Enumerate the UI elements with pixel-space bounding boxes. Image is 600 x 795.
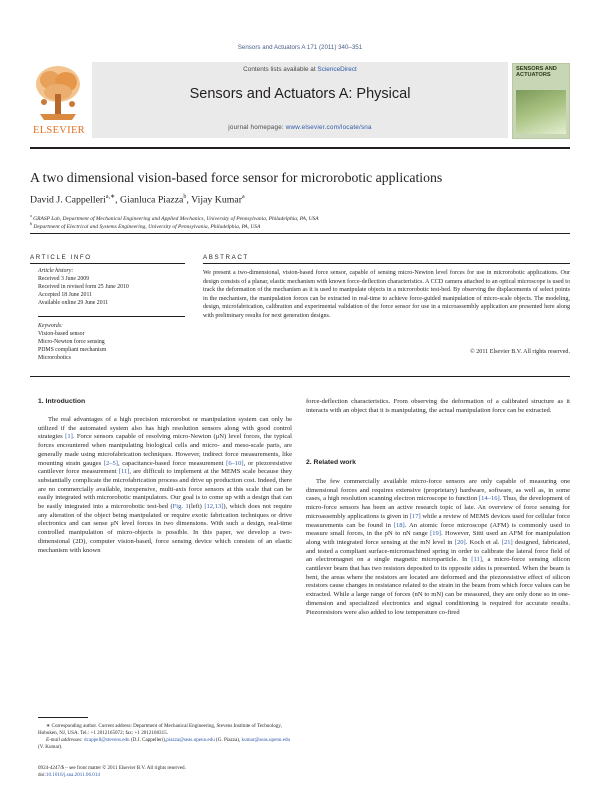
affiliation-text: GRASP Lab, Department of Mechanical Engineering and Applied Mechanics, University of Pennsylvania, Philadelphia, PA, USA [33,215,319,222]
header-rule [30,147,570,149]
email-label: E-mail addresses: [46,736,85,743]
abstract-copyright: © 2011 Elsevier B.V. All rights reserved. [470,349,570,355]
article-info-rule [30,263,185,264]
text-run: . An atomic force microscope (AFM) is commonly used to measure small forces, in the pN to nN range [306,521,571,538]
citation-link[interactable]: [11] [118,468,130,476]
keywords-block [38,322,188,362]
title-block-rule [30,233,570,234]
text-run: The few commercially available micro-force sensors are only capable of measuring one dimensional forces and requires extensive (proprietary) hardware, software, as well as, in some cases, a high resolution scanning electron microscope to function [306,478,570,503]
history-label: Article history: [38,268,74,274]
author-list: David J. Cappelleri$^{a,∗}$, Gianluca Piazza$^b$, Vijay Kumar$^a$ [30,194,245,206]
email-link[interactable]: dcappell@stevens.edu [84,736,130,743]
keyword: Microrobotics [38,355,71,362]
history-item: Accepted 18 June 2011 [38,292,93,299]
citation-link[interactable]: [20] [454,538,466,546]
issn-line: 0924-4247/$ – see front matter © 2011 Elsevier B.V. All rights reserved. [38,765,186,771]
section-heading-related-work: 2. Related work [306,459,356,466]
figure-link[interactable]: Fig. 1 [172,503,189,511]
citation-link[interactable]: [19] [430,530,441,538]
author-marks[interactable]: a [241,194,245,200]
email-owner: (V. Kumar). [38,743,63,750]
journal-name: Sensors and Actuators A: Physical [189,86,411,102]
email-owner: (G. Piazza), [214,736,242,743]
email-link[interactable]: piazza@seas.upenn.edu [166,736,215,743]
citation-link[interactable]: [6–10] [226,459,244,467]
text-run: . Force sensors capable of resolving micro-Newton (μN) level forces, the typical forces encountered when manipulating biological cells and micro- and meso-scale parts, are generally made using microfabrication techniques. However, indirect force measurements, like mounting strain gauges [38,433,292,467]
affiliation-mark: b [30,221,32,226]
keywords-label: Keywords: [38,323,63,329]
text-run: , or piezoresistive cantilever force measurement [38,459,292,476]
text-run: , a micro-force sensing silicon cantilever beam that has two resistors deposited to its opposite sides is presented. When the beam is bent, the areas where the resistors are located are deformed and the piezoresistive effect of silicon resistors cause changes in resistance related to the strain in the beam from which force values can be extracted. While a large range of forces (nN to mN) can be measured, they are only done so in one-dimension and specialized electronics and signal conditioning is required for accurate results. Piezoresistors were also added to low temperature co-fired [306,556,570,616]
keyword: PDMS compliant mechanism [38,347,107,354]
citation-link[interactable]: [17] [409,512,421,520]
corresponding-note: ∗ Corresponding author. Current address: Department of Mechanical Engineering, Stevens Institute of Technology, Hoboken, NJ, USA. Tel.: +1 2012165072; fax: +1 2012168315. [38,723,282,736]
text-run: , are difficult to implement at the MEMS scale because they substantially complicate the microfabrication process and drive up production cost. Indeed, there are no commercially available, inexpensive, multi-axis force sensors at this scale that can be easily integrated with microrobotic manipulators. Our goal is to come up with a design that can be easily integrated into a microrobotic test-bed ( [38,468,292,511]
history-item: Received 3 June 2009 [38,276,90,283]
doi-line [38,772,292,779]
homepage-prefix: journal homepage: [228,124,286,131]
info-divider [38,316,185,317]
email-link[interactable]: kumar@seas.upenn.edu [241,736,291,743]
article-info-heading: ARTICLE INFO [30,254,92,261]
publisher-wordmark: ELSEVIER [33,125,85,136]
keyword: Micro-Newton force sensing [38,339,105,346]
journal-cover-image [516,90,566,134]
email-owner: (D.J. Cappelleri), [129,736,167,743]
sciencedirect-link[interactable]: ScienceDirect [317,66,357,73]
abstract-text: We present a two-dimensional, vision-based force sensor, capable of sensing micro-Newton level forces for use in microrobotic applications. Our design consists of a planar, elastic mechanism with known force-deflection characteristics. A CCD camera attached to an optical microscope is used to track the deformation of the mechanism as it is used to manipulate objects in a microrobotic test-bed. By observing the displacements of select points in the mechanism, the manipulation forces can be extracted in real-time to achieve force-guided manipulation of micro-scale objects. The modeling, design, microfabrication, calibration and experimental validation of the force sensor for use in a microassembly application are presented here along with preliminary results for next generation designs. [203,270,570,319]
introduction-text [38,416,292,555]
contents-line [92,66,508,73]
text-run: ), which does not require any alteration of the object being manipulated or require exotic fabrication techniques or drive electronics and can sense μN level forces in two dimensions. With such a design, real-time controlled manipulation of micro-objects is possible. In this paper, we develop a two-dimensional (2D), computer vision-based, force sensing device which consists of an elastic mechanism with known [38,503,292,554]
related-work-text [306,478,570,617]
article-history [38,267,188,307]
citation-link[interactable]: [21] [501,538,513,546]
citation-link[interactable]: [12,13] [204,503,224,511]
journal-cover-title: SENSORS AND ACTUATORS [516,66,557,78]
author-marks[interactable]: a,∗ [105,194,116,200]
journal-homepage [92,124,508,131]
keyword: Vision-based sensor [38,331,85,338]
journal-reference[interactable]: Sensors and Actuators A 171 (2011) 340–351 [237,44,363,51]
citation-link[interactable]: [14–16] [478,495,500,503]
text-run: . Koch et al. [465,538,502,546]
affiliation [30,221,570,230]
footnote-rule [38,717,88,718]
front-matter-rule [30,376,570,377]
text-run: , capacitance-based force measurement [117,459,227,467]
affiliation-mark: a [30,213,32,218]
email-note [38,737,292,751]
text-run: while a review of MEMS devices used for cellular force measurements can be found in [306,512,570,529]
citation-link[interactable]: [2–5] [103,459,118,467]
author-marks[interactable]: b [183,194,187,200]
abstract-rule [203,263,570,264]
introduction-continued-text [306,398,570,415]
author-name[interactable]: David J. Cappelleri [30,194,106,206]
author-name[interactable]: Vijay Kumar [191,194,242,206]
history-item: Received in revised form 25 June 2010 [38,284,129,291]
text-run: (left) [188,503,205,511]
doi-prefix: doi: [38,772,46,778]
citation-link[interactable]: [11] [471,556,482,564]
article-title: A two dimensional vision-based force sensor for microrobotic applications [30,170,443,185]
affiliation-text: Department of Electrical and Systems Engineering, University of Pennsylvania, Philadelphia, PA, USA [33,223,261,230]
intro-continued-paragraph: force-deflection characteristics. From observing the deformation of a calibrated structure as it interacts with an object that it is manipulating, the actual manipulation force can be extracted. [306,398,570,414]
text-run: . However, Sitti used an AFM for manipulation along with integrated force sensing at the mN level in [306,530,570,546]
text-run: designed, fabricated, and tested a compliant surface-micromachined spring in order to calibrate the lateral force field of an electromagnet on a single magnetic microparticle. In [306,538,571,564]
homepage-link[interactable]: www.elsevier.com/locate/sna [285,124,372,131]
doi-link[interactable]: 10.1016/j.sna.2011.06.014 [45,772,100,778]
corresponding-author-footnote [38,723,292,751]
text-run: The real advantages of a high precision microrobot or manipulation system can only be utilized if the automated system also has high resolution sensors along with good control strategies [38,416,292,441]
abstract-heading: ABSTRACT [203,254,249,261]
citation-link[interactable]: [18] [393,521,405,529]
section-heading-introduction: 1. Introduction [38,398,86,405]
contents-prefix: Contents lists available at [243,66,318,73]
citation-link[interactable]: [1] [65,433,73,441]
author-name[interactable]: Gianluca Piazza [120,194,184,206]
history-item: Available online 29 June 2011 [38,300,109,307]
text-run: . Thus, the development of micro-force sensors has been an active research topic of late. An overview of force sensing for microassembly applications is given in [306,495,570,520]
